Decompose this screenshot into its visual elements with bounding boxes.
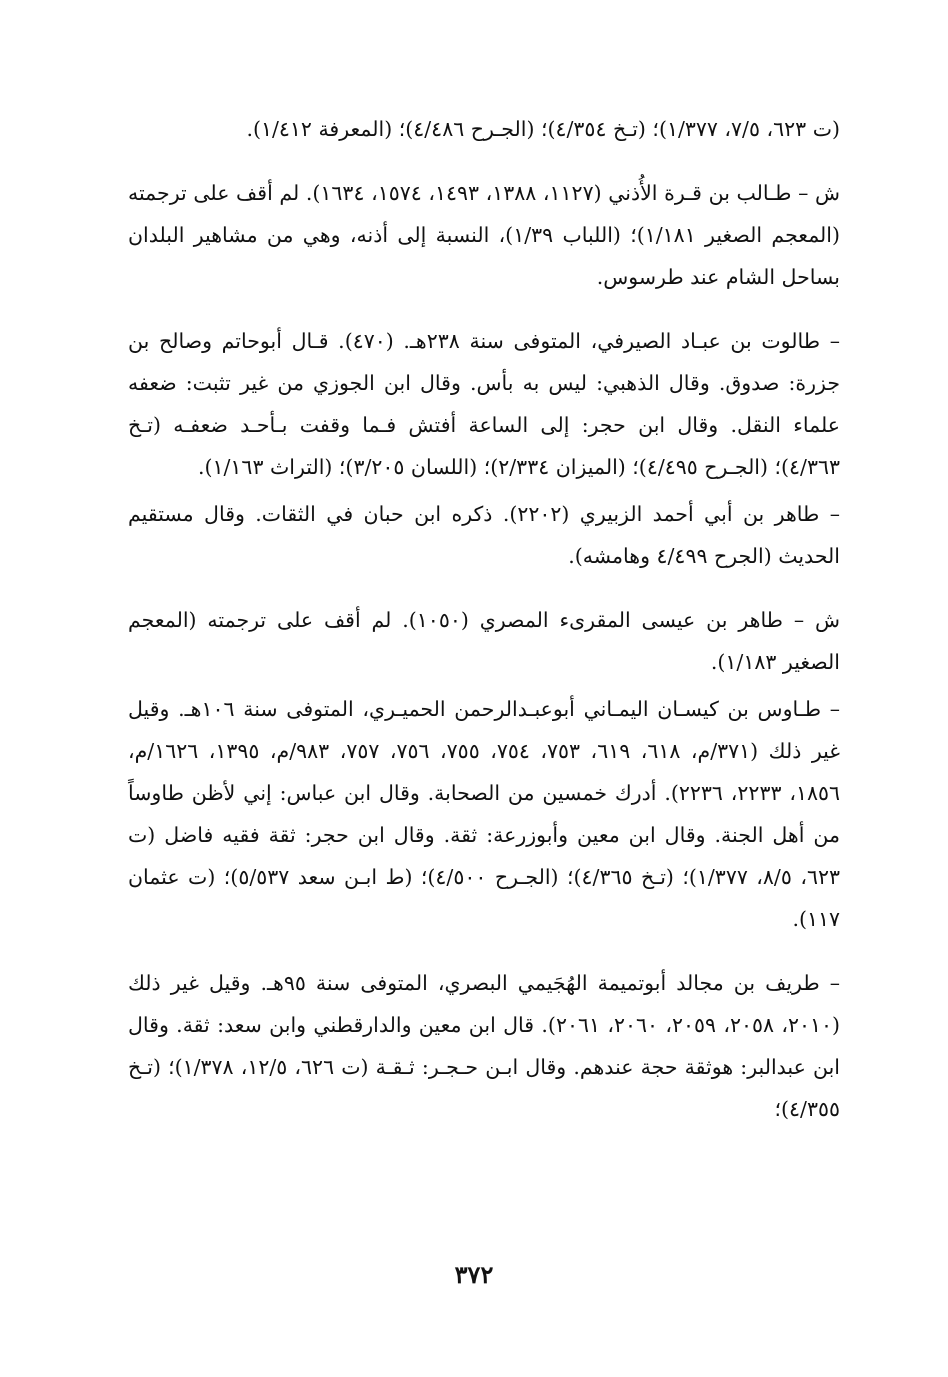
- entry-tarif-ibn-mujalid: – طريف بن مجالد أبوتميمة الهُجَيمي البصري، المتوفى سنة ٩٥هـ. وقيل غير ذلك (٢٠١٠، ٢٠٥٨، ٢٠٥٩، ٢٠٦٠، ٢٠٦١). قال ابن معين والدارقطني وابن سعد: ثقة. وقال ابن عبدالبر: هوثقة حجة عندهم. وقال ابـن حـجـر: ثـقـة (ت ٦٢٦، ١٢/٥، ١/٣٧٨)؛ (تـخ ٤/٣٥٥)؛: [128, 971, 840, 1121]
- entry-talib-ibn-qurra: ش – طـالب بن قـرة الأُذني (١١٢٧، ١٣٨٨، ١٤٩٣، ١٥٧٤، ١٦٣٤). لم أقف على ترجمته (المعجم الصغير ١/١٨١)؛ (اللباب ١/٣٩)، النسبة إلى أذنه، وهي من مشاهير البلدان بساحل الشام عند طرسوس.: [128, 181, 840, 289]
- entry-tahir-ibn-isa: ش – طاهر بن عيسى المقرىء المصري (١٠٥٠). لم أقف على ترجمته (المعجم الصغير ١/١٨٣).: [128, 608, 840, 674]
- entry-tawus-ibn-kaysan: – طـاوس بن كيسـان اليمـاني أبوعبـدالرحمن الحميـري، المتوفى سنة ١٠٦هـ. وقيل غير ذلك (٣٧١/م، ٦١٨، ٦١٩، ٧٥٣، ٧٥٤، ٧٥٥، ٧٥٦، ٧٥٧، ٩٨٣/م، ١٣٩٥، ١٦٢٦/م، ١٨٥٦، ٢٢٣٣، ٢٢٣٦). أدرك خمسين من الصحابة. وقال ابن عباس: إني لأظن طاوساً من أهل الجنة. وقال ابن معين وأبوزرعة: ثقة. وقال ابن حجر: ثقة فقيه فاضل (ت ٦٢٣، ٨/٥، ١/٣٧٧)؛ (تـخ ٤/٣٦٥)؛ (الجـرح ٤/٥٠٠)؛ (ط ابـن سعد ٥/٥٣٧)؛ (ت عثمان ١١٧).: [128, 697, 841, 931]
- entry-tahir-ibn-abi-ahmad: – طاهر بن أبي أحمد الزبيري (٢٢٠٢). ذكره ابن حبان في الثقات. وقال مستقيم الحديث (الجرح ٤/٤٩٩ وهامشه).: [128, 502, 840, 568]
- page-body-text: [128, 108, 840, 1130]
- entry-continuation: (ت ٦٢٣، ٧/٥، ١/٣٧٧)؛ (تـخ ٤/٣٥٤)؛ (الجـرح ٤/٤٨٦)؛ (المعرفة ١/٤١٢).: [246, 117, 840, 141]
- entry-talut-ibn-abbad: – طالوت بن عبـاد الصيرفي، المتوفى سنة ٢٣٨هـ. (٤٧٠). قـال أبوحاتم وصالح بن جزرة: صدوق. وقال الذهبي: ليس به بأس. وقال ابن الجوزي من غير تثبت: ضعفه علماء النقل. وقال ابن حجر: إلى الساعة أفتش فـما وقفت بـأحـد ضعفـه (تـخ ٤/٣٦٣)؛ (الجـرح ٤/٤٩٥)؛ (الميزان ٢/٣٣٤)؛ (اللسان ٣/٢٠٥)؛ (التراث ١/١٦٣).: [128, 329, 840, 479]
- page-number: ٣٧٢: [454, 1260, 494, 1289]
